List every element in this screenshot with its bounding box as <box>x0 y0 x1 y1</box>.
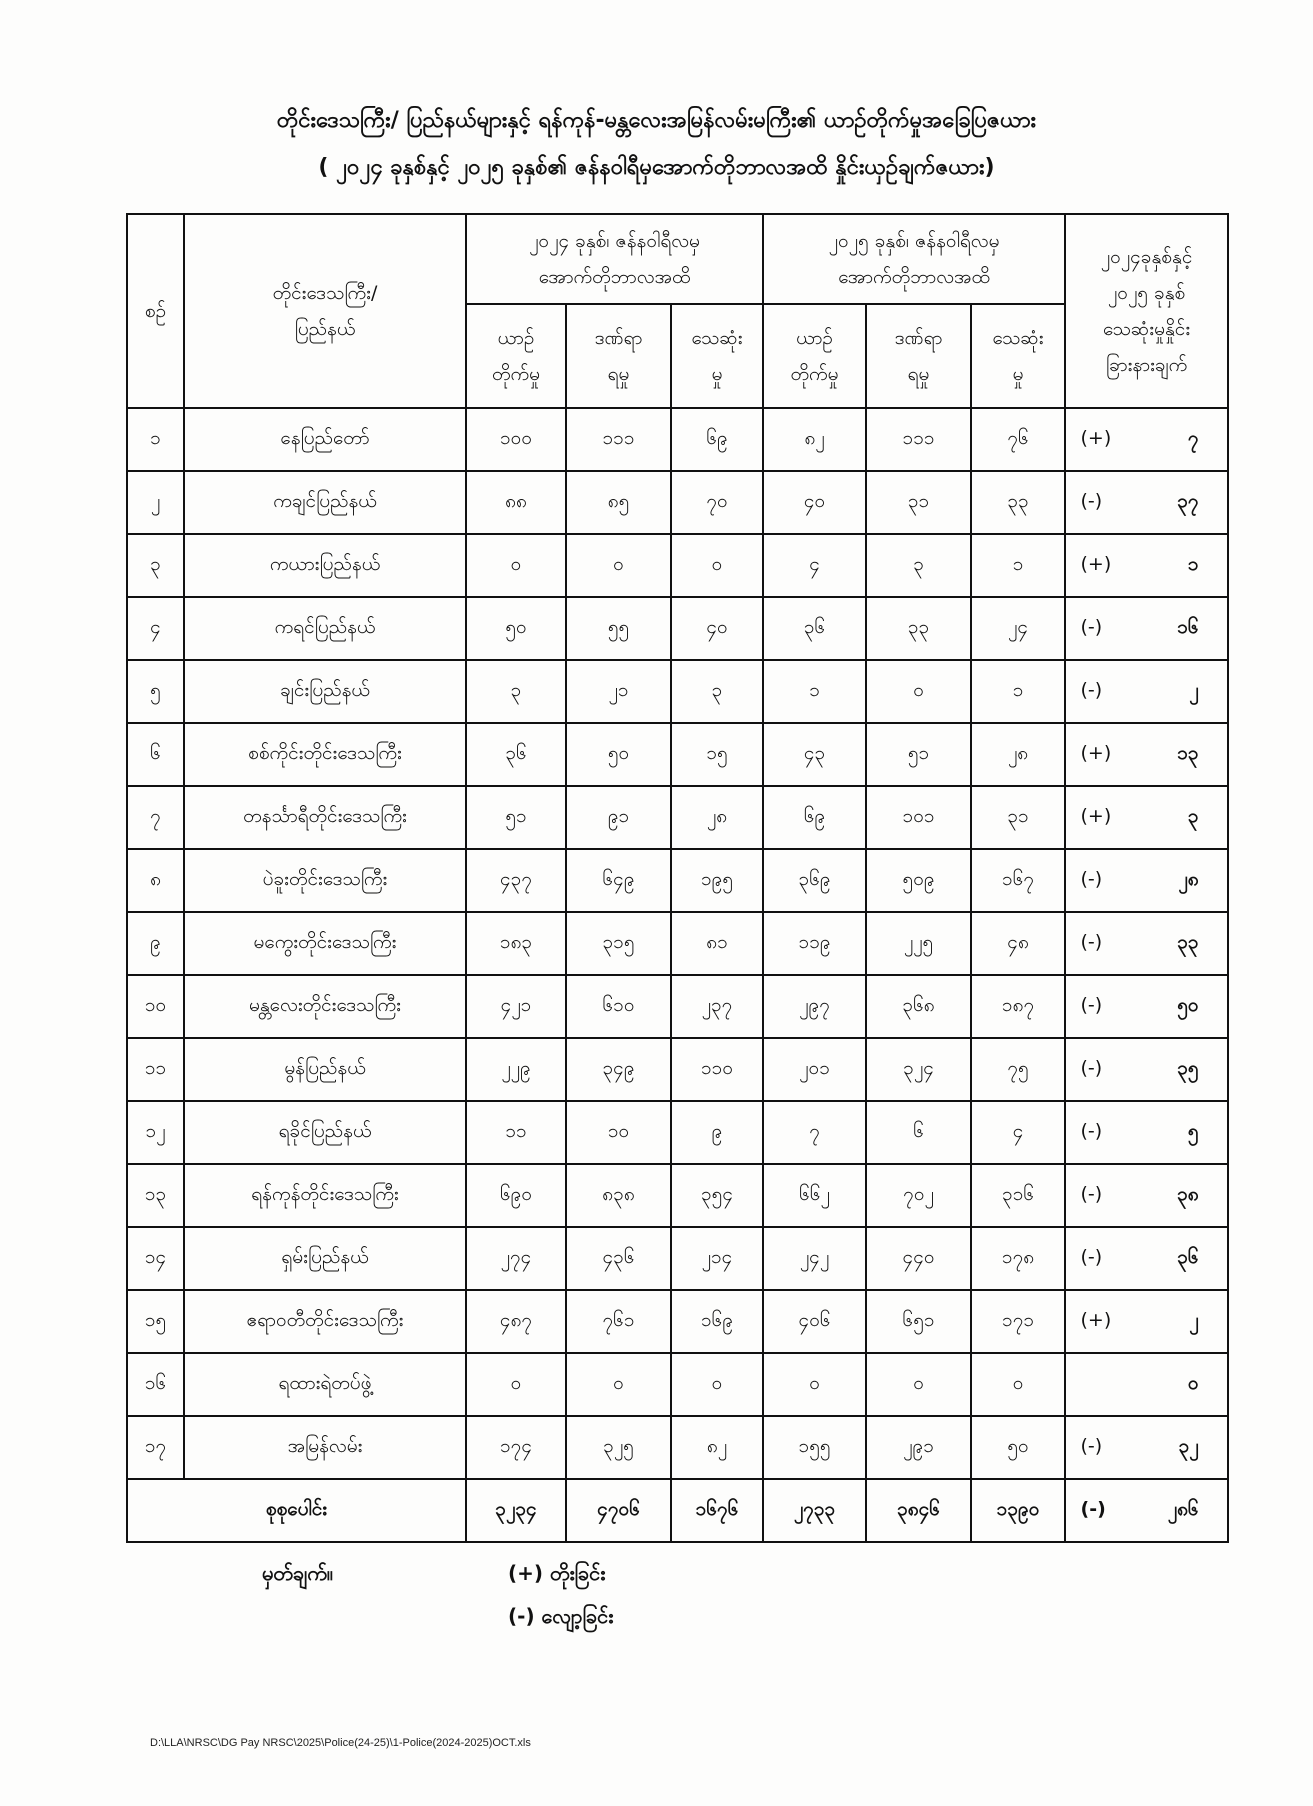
accidents-2025: ၆၆၂ <box>763 1164 866 1227</box>
difference-cell <box>1065 1038 1228 1101</box>
total-difference <box>1065 1479 1228 1542</box>
injured-2025: ၅၁ <box>866 723 971 786</box>
accidents-2024: ၄၃၇ <box>466 849 566 912</box>
injured-2024: ၃၁၅ <box>566 912 671 975</box>
row-region-name: တနင်္သာရီတိုင်းဒေသကြီး <box>184 786 466 849</box>
difference-cell <box>1065 1101 1228 1164</box>
row-number: ၁၅ <box>127 1290 184 1353</box>
total-accidents-2025: ၂၇၃၃ <box>763 1479 866 1542</box>
accidents-2025: ၄ <box>763 534 866 597</box>
header-period-2024: ၂၀၂၄ ခုနှစ်၊ ဇန်နဝါရီလမှ အောက်တိုဘာလအထိ <box>466 214 763 304</box>
accidents-2024: ၁၀၀ <box>466 408 566 471</box>
accidents-2024: ၁၇၄ <box>466 1416 566 1479</box>
row-number: ၇ <box>127 786 184 849</box>
deaths-2024: ၇၀ <box>671 471 763 534</box>
difference-value: ၂ <box>1189 1308 1199 1331</box>
deaths-2025: ၂၈ <box>971 723 1065 786</box>
table-row <box>127 1353 1228 1416</box>
accidents-2025: ၃၆ <box>763 597 866 660</box>
file-path: D:\LLA\NRSC\DG Pay NRSC\2025\Police(24-25)\1-Police(2024-2025)OCT.xls <box>150 1737 531 1749</box>
row-number: ၂ <box>127 471 184 534</box>
table-row <box>127 597 1228 660</box>
row-number: ၄ <box>127 597 184 660</box>
row-number: ၁၃ <box>127 1164 184 1227</box>
accidents-2025: ၆၉ <box>763 786 866 849</box>
row-region-name: အမြန်လမ်း <box>184 1416 466 1479</box>
injured-2025: ၃၆၈ <box>866 975 971 1038</box>
header-accidents-2024: ယာဉ် တိုက်မှု <box>466 304 566 408</box>
injured-2025: ၄၄၀ <box>866 1227 971 1290</box>
difference-cell <box>1065 408 1228 471</box>
deaths-2025: ၅၀ <box>971 1416 1065 1479</box>
table-row <box>127 723 1228 786</box>
accidents-2024: ၀ <box>466 534 566 597</box>
injured-2024: ၆၄၉ <box>566 849 671 912</box>
accidents-2024: ၂၇၄ <box>466 1227 566 1290</box>
table-row <box>127 1290 1228 1353</box>
row-region-name: မွန်ပြည်နယ် <box>184 1038 466 1101</box>
injured-2025: ၁၀၁ <box>866 786 971 849</box>
difference-cell <box>1065 471 1228 534</box>
injured-2025: ၀ <box>866 1353 971 1416</box>
accidents-2024: ၃ <box>466 660 566 723</box>
difference-cell <box>1065 1164 1228 1227</box>
table-row <box>127 912 1228 975</box>
injured-2024: ၇၆၁ <box>566 1290 671 1353</box>
accidents-2025: ၁၅၅ <box>763 1416 866 1479</box>
injured-2024: ၄၃၆ <box>566 1227 671 1290</box>
row-region-name: ကရင်ပြည်နယ် <box>184 597 466 660</box>
header-difference: ၂၀၂၄ခုနှစ်နှင့် ၂၀၂၅ ခုနှစ် သေဆုံးမှုနှိုင်း ခြားနားချက် <box>1065 214 1228 408</box>
difference-sign: (+) <box>1080 1308 1112 1331</box>
difference-value: ၀ <box>1187 1371 1199 1394</box>
deaths-2025: ၁ <box>971 534 1065 597</box>
deaths-2025: ၃၁ <box>971 786 1065 849</box>
total-sign: (-) <box>1080 1497 1106 1520</box>
deaths-2025: ၂၄ <box>971 597 1065 660</box>
accidents-2024: ၈၈ <box>466 471 566 534</box>
header-injured-2024: ဒဏ်ရာ ရမှု <box>566 304 671 408</box>
table-row <box>127 786 1228 849</box>
row-region-name: ကယားပြည်နယ် <box>184 534 466 597</box>
injured-2025: ၀ <box>866 660 971 723</box>
injured-2024: ၅၅ <box>566 597 671 660</box>
injured-2025: ၃၂၄ <box>866 1038 971 1101</box>
difference-sign: (+) <box>1080 552 1112 575</box>
table-row <box>127 1038 1228 1101</box>
total-diff-value: ၂၈၆ <box>1167 1497 1199 1520</box>
difference-value: ၃၇ <box>1177 489 1199 512</box>
row-region-name: နေပြည်တော် <box>184 408 466 471</box>
injured-2024: ၉၁ <box>566 786 671 849</box>
injured-2025: ၂၉၁ <box>866 1416 971 1479</box>
difference-sign: (+) <box>1080 426 1112 449</box>
total-injured-2025: ၃၈၄၆ <box>866 1479 971 1542</box>
deaths-2025: ၄ <box>971 1101 1065 1164</box>
difference-cell <box>1065 597 1228 660</box>
difference-value: ၁၃ <box>1177 741 1199 764</box>
row-region-name: ရခိုင်ပြည်နယ် <box>184 1101 466 1164</box>
accidents-2024: ၁၁ <box>466 1101 566 1164</box>
row-number: ၉ <box>127 912 184 975</box>
accidents-2025: ၀ <box>763 1353 866 1416</box>
accidents-2024: ၄၈၇ <box>466 1290 566 1353</box>
injured-2025: ၆၅၁ <box>866 1290 971 1353</box>
accidents-2025: ၇ <box>763 1101 866 1164</box>
row-number: ၈ <box>127 849 184 912</box>
accidents-2025: ၄၀၆ <box>763 1290 866 1353</box>
row-region-name: ရထားရဲတပ်ဖွဲ့ <box>184 1353 466 1416</box>
deaths-2024: ၂၃၇ <box>671 975 763 1038</box>
header-period-2025: ၂၀၂၅ ခုနှစ်၊ ဇန်နဝါရီလမှ အောက်တိုဘာလအထိ <box>763 214 1065 304</box>
injured-2025: ၇၀၂ <box>866 1164 971 1227</box>
row-number: ၅ <box>127 660 184 723</box>
deaths-2024: ၁၆၉ <box>671 1290 763 1353</box>
header-serial: စဉ် <box>127 214 184 408</box>
injured-2025: ၂၂၅ <box>866 912 971 975</box>
row-region-name: ချင်းပြည်နယ် <box>184 660 466 723</box>
deaths-2024: ၂၁၄ <box>671 1227 763 1290</box>
difference-sign: (-) <box>1080 1434 1103 1457</box>
table-row <box>127 849 1228 912</box>
difference-value: ၃၈ <box>1177 1182 1199 1205</box>
difference-cell <box>1065 723 1228 786</box>
difference-sign: (-) <box>1080 993 1103 1016</box>
accidents-2025: ၁၁၉ <box>763 912 866 975</box>
row-region-name: ဧရာဝတီတိုင်းဒေသကြီး <box>184 1290 466 1353</box>
accidents-2025: ၂၀၁ <box>763 1038 866 1101</box>
row-region-name: ရှမ်းပြည်နယ် <box>184 1227 466 1290</box>
row-region-name: ပဲခူးတိုင်းဒေသကြီး <box>184 849 466 912</box>
difference-cell <box>1065 1290 1228 1353</box>
injured-2025: ၁၁၁ <box>866 408 971 471</box>
accidents-2024: ၀ <box>466 1353 566 1416</box>
injured-2025: ၃၁ <box>866 471 971 534</box>
table-body <box>127 408 1228 1479</box>
total-deaths-2025: ၁၃၉၀ <box>971 1479 1065 1542</box>
difference-value: ၁ <box>1187 552 1199 575</box>
deaths-2024: ၃ <box>671 660 763 723</box>
deaths-2025: ၀ <box>971 1353 1065 1416</box>
deaths-2024: ၄၀ <box>671 597 763 660</box>
difference-sign: (+) <box>1080 741 1112 764</box>
deaths-2024: ၀ <box>671 534 763 597</box>
legend-decrease: (-) လျော့ခြင်း <box>508 1604 614 1628</box>
injured-2024: ၃၄၉ <box>566 1038 671 1101</box>
difference-value: ၅ <box>1187 1119 1199 1142</box>
row-region-name: စစ်ကိုင်းတိုင်းဒေသကြီး <box>184 723 466 786</box>
injured-2025: ၅၀၉ <box>866 849 971 912</box>
deaths-2025: ၃၁၆ <box>971 1164 1065 1227</box>
accident-comparison-table <box>126 213 1229 1543</box>
deaths-2025: ၁၈၇ <box>971 975 1065 1038</box>
row-number: ၁၀ <box>127 975 184 1038</box>
difference-cell <box>1065 975 1228 1038</box>
header-deaths-2024: သေဆုံး မှု <box>671 304 763 408</box>
accidents-2025: ၂၄၂ <box>763 1227 866 1290</box>
accidents-2025: ၂၉၇ <box>763 975 866 1038</box>
difference-value: ၃ <box>1187 804 1199 827</box>
total-label: စုစုပေါင်း <box>127 1479 466 1542</box>
injured-2024: ၀ <box>566 1353 671 1416</box>
difference-cell <box>1065 912 1228 975</box>
header-deaths-2025: သေဆုံး မှု <box>971 304 1065 408</box>
deaths-2024: ၆၉ <box>671 408 763 471</box>
difference-sign: (-) <box>1080 678 1103 701</box>
deaths-2024: ၉ <box>671 1101 763 1164</box>
difference-value: ၃၆ <box>1177 1245 1199 1268</box>
table-row <box>127 471 1228 534</box>
deaths-2024: ၃၅၄ <box>671 1164 763 1227</box>
difference-sign: (-) <box>1080 1245 1103 1268</box>
row-number: ၁၄ <box>127 1227 184 1290</box>
legend-increase: (+) တိုးခြင်း <box>508 1561 606 1585</box>
injured-2024: ၁၁၁ <box>566 408 671 471</box>
injured-2024: ၈၃၈ <box>566 1164 671 1227</box>
accidents-2025: ၄၃ <box>763 723 866 786</box>
difference-cell <box>1065 534 1228 597</box>
accidents-2025: ၄၀ <box>763 471 866 534</box>
difference-value: ၇ <box>1187 426 1199 449</box>
deaths-2025: ၄၈ <box>971 912 1065 975</box>
total-accidents-2024: ၃၂၃၄ <box>466 1479 566 1542</box>
injured-2025: ၆ <box>866 1101 971 1164</box>
injured-2024: ၂၁ <box>566 660 671 723</box>
deaths-2025: ၁ <box>971 660 1065 723</box>
table-row <box>127 660 1228 723</box>
difference-cell <box>1065 849 1228 912</box>
row-number: ၁ <box>127 408 184 471</box>
injured-2024: ၀ <box>566 534 671 597</box>
total-deaths-2024: ၁၆၇၆ <box>671 1479 763 1542</box>
deaths-2024: ၈၁ <box>671 912 763 975</box>
difference-value: ၁၆ <box>1177 615 1199 638</box>
deaths-2025: ၇၅ <box>971 1038 1065 1101</box>
document-subtitle: ( ၂၀၂၄ ခုနှစ်နှင့် ၂၀၂၅ ခုနှစ်၏ ဇန်နဝါရီမှအောက်တိုဘာလအထိ နှိုင်းယှဉ်ချက်ဇယား) <box>318 155 995 180</box>
document-title: တိုင်းဒေသကြီး/ ပြည်နယ်များနှင့် ရန်ကုန်-မန္တလေးအမြန်လမ်းမကြီး၏ ယာဉ်တိုက်မှုအခြေပြဇယား <box>276 108 1037 133</box>
difference-sign: (-) <box>1080 1056 1103 1079</box>
deaths-2024: ၁၉၅ <box>671 849 763 912</box>
difference-value: ၃၅ <box>1177 1056 1199 1079</box>
deaths-2025: ၁၆၇ <box>971 849 1065 912</box>
injured-2025: ၃ <box>866 534 971 597</box>
row-number: ၁၇ <box>127 1416 184 1479</box>
table-row <box>127 534 1228 597</box>
deaths-2024: ၁၅ <box>671 723 763 786</box>
table-row <box>127 408 1228 471</box>
row-region-name: ကချင်ပြည်နယ် <box>184 471 466 534</box>
row-region-name: မကွေးတိုင်းဒေသကြီး <box>184 912 466 975</box>
accidents-2025: ၃၆၉ <box>763 849 866 912</box>
accidents-2025: ၁ <box>763 660 866 723</box>
deaths-2025: ၃၃ <box>971 471 1065 534</box>
difference-cell <box>1065 1353 1228 1416</box>
accidents-2024: ၅၁ <box>466 786 566 849</box>
difference-cell <box>1065 786 1228 849</box>
difference-value: ၅၀ <box>1177 993 1199 1016</box>
table-row <box>127 1416 1228 1479</box>
difference-cell <box>1065 660 1228 723</box>
total-row <box>127 1479 1228 1542</box>
row-number: ၆ <box>127 723 184 786</box>
accidents-2024: ၁၈၃ <box>466 912 566 975</box>
injured-2024: ၁၀ <box>566 1101 671 1164</box>
accidents-2024: ၄၂၁ <box>466 975 566 1038</box>
row-number: ၁၂ <box>127 1101 184 1164</box>
row-number: ၁၁ <box>127 1038 184 1101</box>
difference-value: ၂ <box>1189 678 1199 701</box>
row-number: ၁၆ <box>127 1353 184 1416</box>
accidents-2024: ၃၆ <box>466 723 566 786</box>
difference-value: ၂၈ <box>1178 867 1199 890</box>
accidents-2025: ၈၂ <box>763 408 866 471</box>
difference-sign: (-) <box>1080 1119 1103 1142</box>
deaths-2024: ၁၁၀ <box>671 1038 763 1101</box>
difference-cell <box>1065 1416 1228 1479</box>
deaths-2025: ၇၆ <box>971 408 1065 471</box>
accidents-2024: ၅၀ <box>466 597 566 660</box>
table-row <box>127 975 1228 1038</box>
difference-sign: (-) <box>1080 867 1103 890</box>
row-number: ၃ <box>127 534 184 597</box>
row-region-name: မန္တလေးတိုင်းဒေသကြီး <box>184 975 466 1038</box>
difference-value: ၃၂ <box>1178 1434 1199 1457</box>
accidents-2024: ၂၂၉ <box>466 1038 566 1101</box>
difference-value: ၃၃ <box>1177 930 1199 953</box>
difference-sign: (-) <box>1080 930 1103 953</box>
notes-label: မှတ်ချက်။ <box>262 1561 333 1585</box>
total-injured-2024: ၄၇၀၆ <box>566 1479 671 1542</box>
header-injured-2025: ဒဏ်ရာ ရမှု <box>866 304 971 408</box>
header-accidents-2025: ယာဉ် တိုက်မှု <box>763 304 866 408</box>
deaths-2025: ၁၇၁ <box>971 1290 1065 1353</box>
difference-sign: (-) <box>1080 489 1103 512</box>
header-region: တိုင်းဒေသကြီး/ ပြည်နယ် <box>184 214 466 408</box>
deaths-2024: ၀ <box>671 1353 763 1416</box>
deaths-2024: ၂၈ <box>671 786 763 849</box>
difference-sign: (-) <box>1080 1182 1103 1205</box>
difference-cell <box>1065 1227 1228 1290</box>
row-region-name: ရန်ကုန်တိုင်းဒေသကြီး <box>184 1164 466 1227</box>
injured-2024: ၈၅ <box>566 471 671 534</box>
table-row <box>127 1101 1228 1164</box>
table-row <box>127 1164 1228 1227</box>
difference-sign: (-) <box>1080 615 1103 638</box>
injured-2024: ၅၀ <box>566 723 671 786</box>
injured-2024: ၆၁၀ <box>566 975 671 1038</box>
accidents-2024: ၆၉၀ <box>466 1164 566 1227</box>
injured-2024: ၃၂၅ <box>566 1416 671 1479</box>
difference-sign: (+) <box>1080 804 1112 827</box>
deaths-2025: ၁၇၈ <box>971 1227 1065 1290</box>
injured-2025: ၃၃ <box>866 597 971 660</box>
deaths-2024: ၈၂ <box>671 1416 763 1479</box>
table-row <box>127 1227 1228 1290</box>
